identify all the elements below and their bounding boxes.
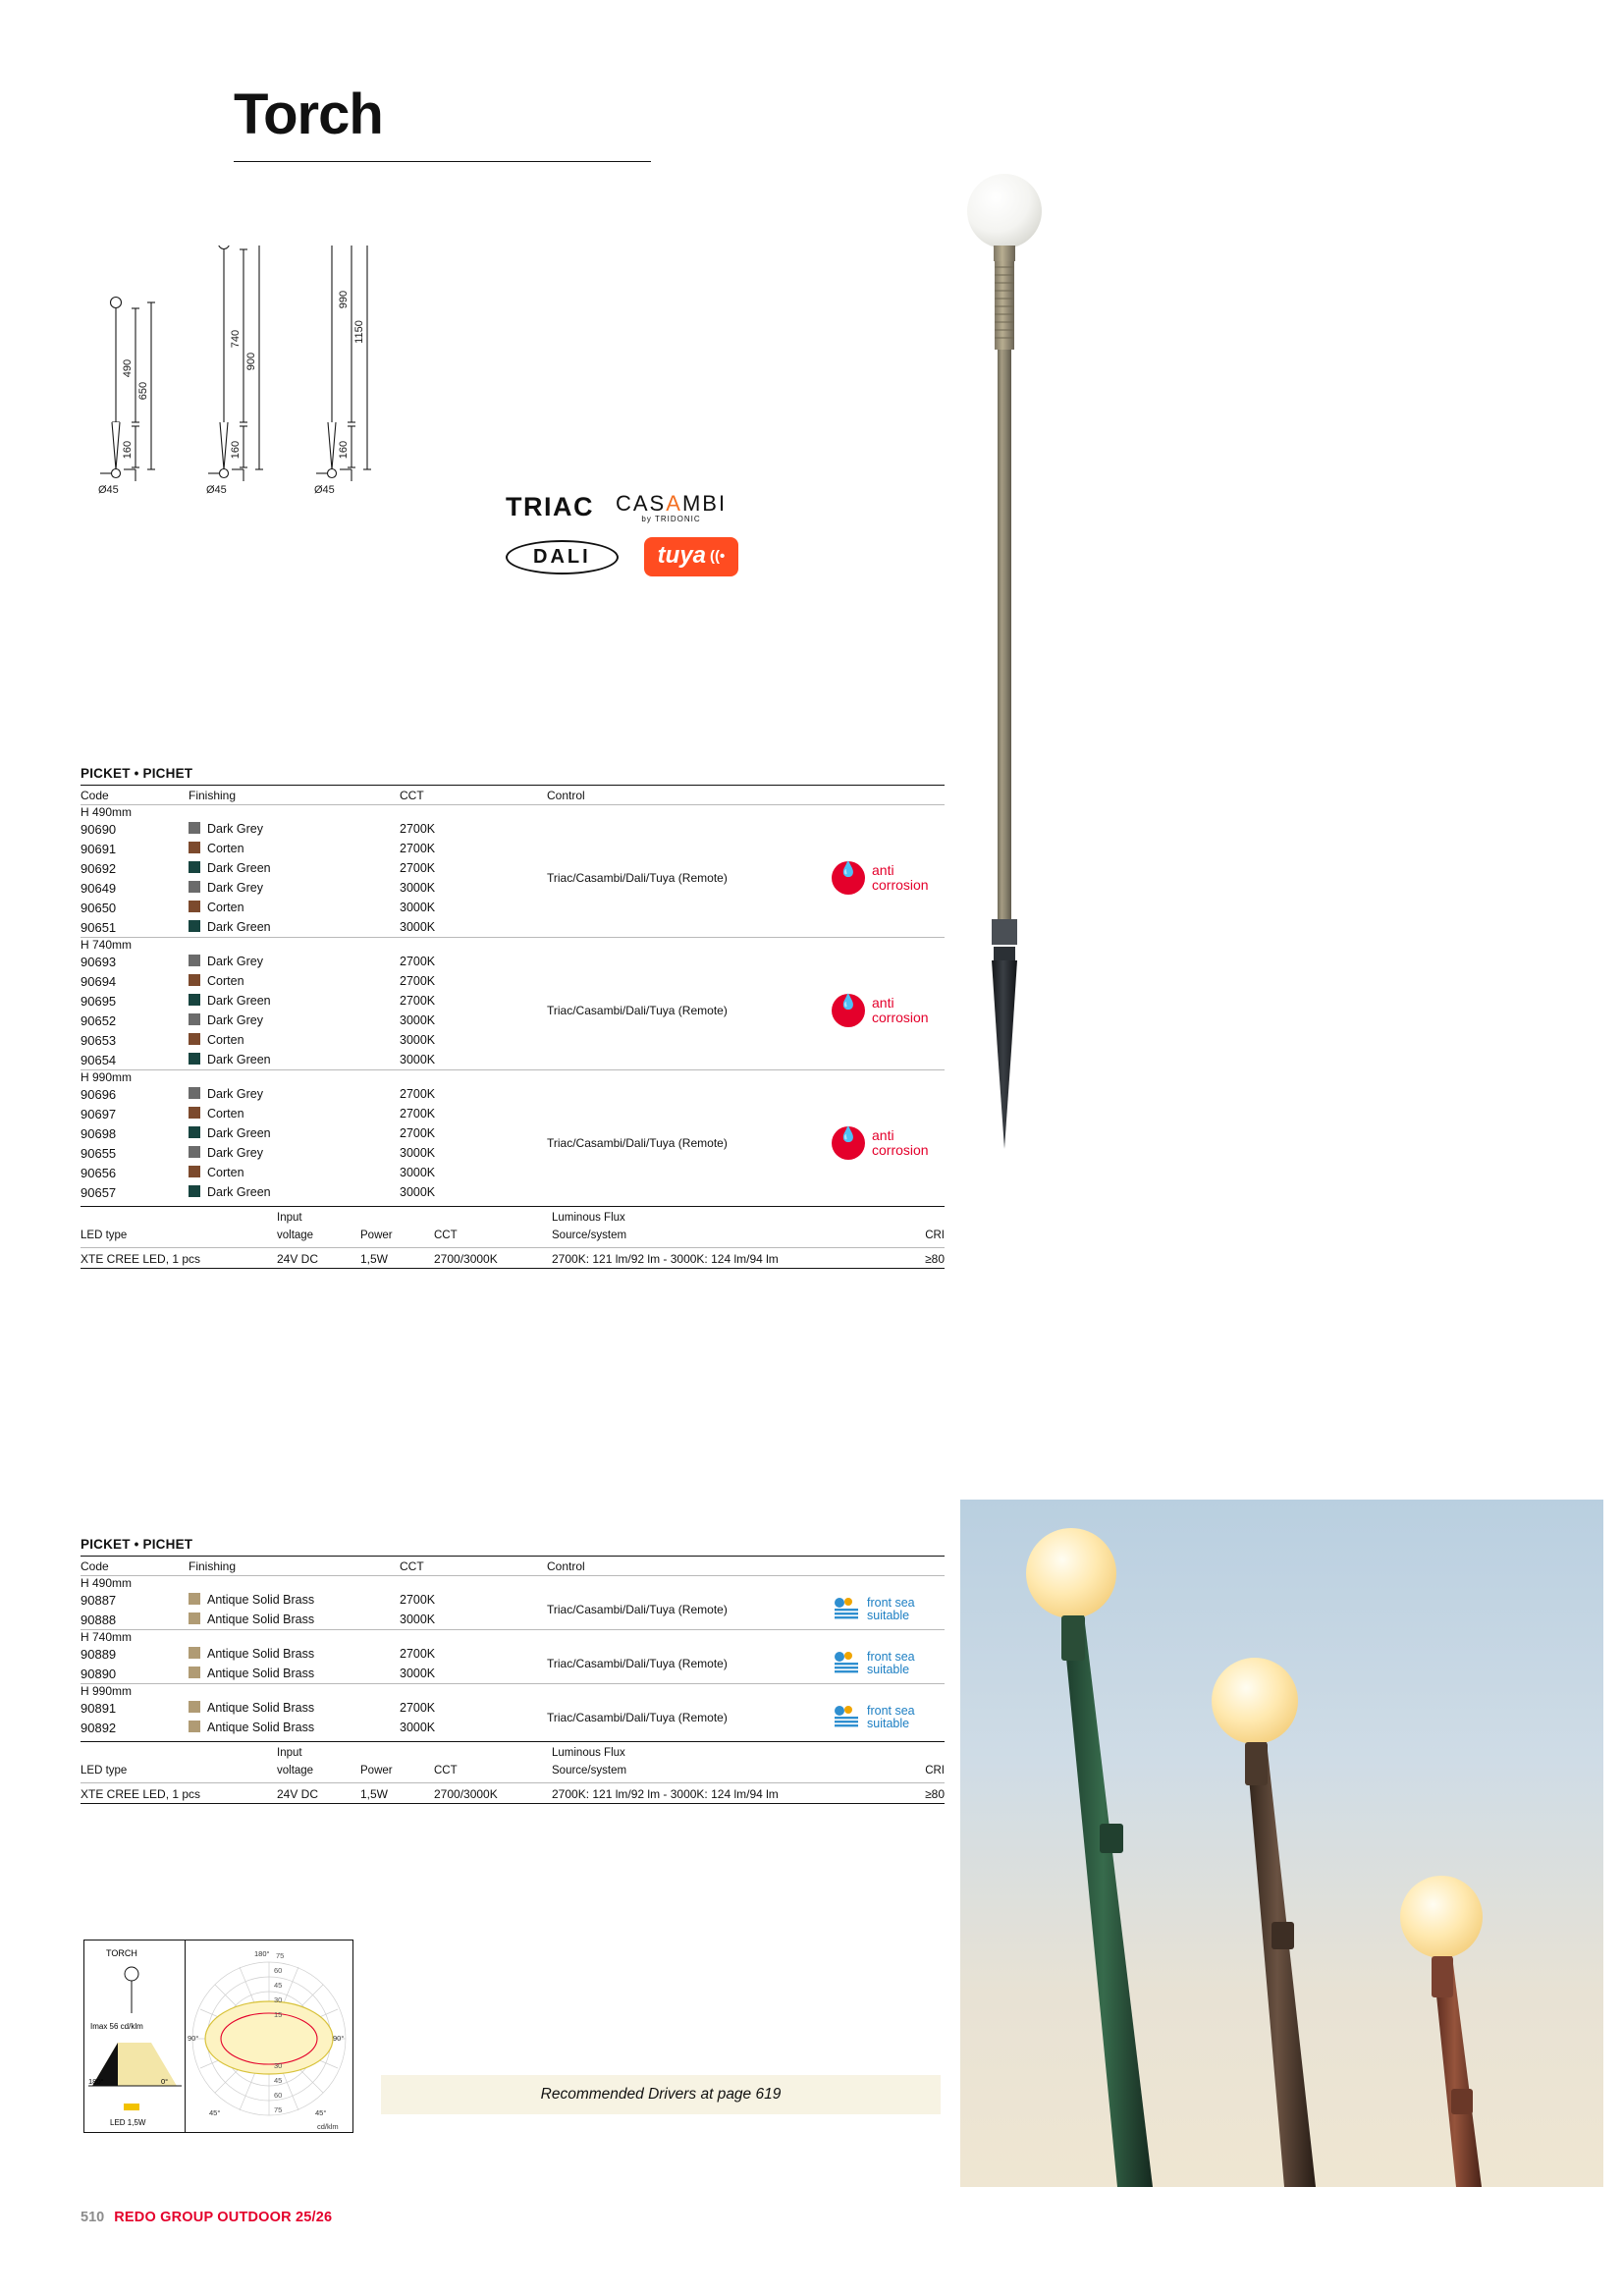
row-code: 90697 bbox=[81, 1106, 117, 1121]
th-code: Code bbox=[81, 788, 109, 802]
spec-power: 1,5W bbox=[360, 1786, 389, 1801]
polar-ring-45: 45 bbox=[274, 1981, 283, 1990]
spec-input-voltage: 24V DC bbox=[277, 1251, 319, 1266]
polar-label-unit: cd/klm bbox=[317, 2122, 339, 2131]
dim-dia-2: Ø45 bbox=[206, 484, 227, 496]
polar-label-br: 45° bbox=[315, 2108, 327, 2117]
row-cct: 3000K bbox=[400, 1667, 436, 1680]
row-code: 90892 bbox=[81, 1720, 117, 1735]
th-control: Control bbox=[547, 1558, 585, 1573]
photometry-angle-180: 180° bbox=[88, 2077, 104, 2086]
dim-spike-2: 160 bbox=[230, 440, 242, 460]
spec-cct: 2700/3000K bbox=[434, 1251, 498, 1266]
row-code: 90657 bbox=[81, 1184, 117, 1200]
row-cct: 2700K bbox=[400, 1593, 436, 1607]
polar-label-bl: 45° bbox=[209, 2108, 221, 2117]
front-sea-suitable-icon bbox=[832, 1651, 861, 1676]
row-finishing-label: Dark Grey bbox=[207, 881, 263, 895]
badge-line2: suitable bbox=[867, 1609, 910, 1622]
row-finishing-label: Dark Grey bbox=[207, 1146, 263, 1160]
color-swatch bbox=[189, 842, 200, 853]
spec-flux: 2700K: 121 lm/92 lm - 3000K: 124 lm/94 lm bbox=[552, 1251, 779, 1266]
row-code: 90696 bbox=[81, 1086, 117, 1102]
color-swatch bbox=[189, 1166, 200, 1177]
row-cct: 3000K bbox=[400, 881, 436, 895]
color-swatch bbox=[189, 881, 200, 893]
row-finishing-label: Dark Grey bbox=[207, 1013, 263, 1027]
row-cct: 2700K bbox=[400, 1647, 436, 1661]
table-b-title: PICKET • PICHET bbox=[81, 1537, 193, 1552]
photometry-diagram bbox=[83, 1940, 353, 2133]
row-code: 90651 bbox=[81, 919, 117, 935]
badge-line2: corrosion bbox=[872, 1010, 929, 1025]
dim-spike-3: 160 bbox=[338, 440, 350, 460]
row-code: 90698 bbox=[81, 1125, 117, 1141]
row-cct: 3000K bbox=[400, 1185, 436, 1199]
row-code: 90693 bbox=[81, 954, 117, 969]
table-row bbox=[81, 1698, 945, 1718]
row-cct: 3000K bbox=[400, 1613, 436, 1626]
row-code: 90889 bbox=[81, 1646, 117, 1662]
row-code: 90695 bbox=[81, 993, 117, 1009]
dim-dia-1: Ø45 bbox=[98, 484, 119, 496]
row-cct: 2700K bbox=[400, 955, 436, 968]
polar-label-left: 90° bbox=[188, 2034, 199, 2043]
photometry-polar-svg bbox=[186, 1941, 352, 2133]
row-finishing-label: Dark Green bbox=[207, 1185, 271, 1199]
dim-total-3: 1150 bbox=[353, 320, 365, 344]
color-swatch bbox=[189, 920, 200, 932]
front-sea-suitable-icon bbox=[832, 1705, 861, 1730]
polar-label-top: 180° bbox=[254, 1949, 270, 1958]
th-power: Power bbox=[360, 1230, 393, 1242]
group-label-h490-brass: H 490mm bbox=[81, 1576, 133, 1590]
row-finishing-label: Dark Grey bbox=[207, 955, 263, 968]
recommended-drivers-band[interactable] bbox=[381, 2075, 941, 2114]
row-finishing-label: Antique Solid Brass bbox=[207, 1613, 315, 1626]
row-cct: 2700K bbox=[400, 1701, 436, 1715]
row-finishing-label: Dark Grey bbox=[207, 1087, 263, 1101]
front-sea-badge bbox=[832, 1644, 945, 1683]
row-finishing-label: Dark Green bbox=[207, 861, 271, 875]
row-finishing bbox=[189, 858, 400, 878]
row-finishing bbox=[189, 1104, 400, 1123]
row-finishing-label: Corten bbox=[207, 1166, 244, 1179]
anti-corrosion-icon bbox=[832, 994, 865, 1027]
color-swatch bbox=[189, 1013, 200, 1025]
row-finishing bbox=[189, 839, 400, 858]
th-led-type: LED type bbox=[81, 1230, 128, 1242]
th-flux-2: Source/system bbox=[552, 1230, 627, 1242]
group-label-h490: H 490mm bbox=[81, 805, 133, 819]
photometry-product-name: TORCH bbox=[106, 1948, 137, 1958]
badge-line1: anti bbox=[872, 1127, 894, 1144]
photometry-side-view bbox=[84, 1941, 186, 2132]
polar-ring-60: 60 bbox=[274, 1966, 283, 1975]
badge-line1: front sea bbox=[867, 1595, 915, 1610]
color-swatch bbox=[189, 1185, 200, 1197]
th-input-voltage-2: voltage bbox=[277, 1765, 314, 1777]
picket-table-standard bbox=[81, 766, 945, 1269]
row-finishing-label: Dark Green bbox=[207, 920, 271, 934]
spec-flux: 2700K: 121 lm/92 lm - 3000K: 124 lm/94 lm bbox=[552, 1786, 779, 1801]
polar-label-right: 90° bbox=[333, 2034, 345, 2043]
row-finishing-label: Antique Solid Brass bbox=[207, 1593, 315, 1607]
row-finishing-label: Dark Grey bbox=[207, 822, 263, 836]
badge-line1: front sea bbox=[867, 1703, 915, 1718]
color-swatch bbox=[189, 1126, 200, 1138]
th-input-voltage-1: Input bbox=[277, 1747, 302, 1759]
row-code: 90650 bbox=[81, 900, 117, 915]
color-swatch bbox=[189, 1613, 200, 1624]
spec-cri: ≥80 bbox=[925, 1786, 945, 1801]
row-finishing-label: Corten bbox=[207, 901, 244, 914]
row-finishing bbox=[189, 991, 400, 1011]
color-swatch bbox=[189, 1107, 200, 1119]
row-finishing bbox=[189, 1664, 400, 1683]
polar-ring-75: 75 bbox=[276, 1951, 285, 1960]
badge-line1: anti bbox=[872, 862, 894, 879]
led-spec-table-b bbox=[81, 1744, 945, 1803]
row-finishing-label: Antique Solid Brass bbox=[207, 1721, 315, 1734]
row-finishing-label: Antique Solid Brass bbox=[207, 1667, 315, 1680]
table-a bbox=[81, 786, 945, 1202]
row-control: Triac/Casambi/Dali/Tuya (Remote) bbox=[547, 1603, 728, 1616]
badge-line2: corrosion bbox=[872, 877, 929, 893]
row-code: 90690 bbox=[81, 821, 117, 837]
badge-line1: front sea bbox=[867, 1649, 915, 1664]
svg-text:60: 60 bbox=[274, 2091, 283, 2100]
group-label-h740-brass: H 740mm bbox=[81, 1630, 133, 1644]
spec-power: 1,5W bbox=[360, 1251, 389, 1266]
row-finishing bbox=[189, 1590, 400, 1610]
group-label-h990: H 990mm bbox=[81, 1070, 133, 1084]
row-cct: 2700K bbox=[400, 1087, 436, 1101]
page-title: Torch bbox=[234, 82, 383, 146]
row-cct: 3000K bbox=[400, 1146, 436, 1160]
color-swatch bbox=[189, 1667, 200, 1678]
row-finishing bbox=[189, 1123, 400, 1143]
row-finishing bbox=[189, 1163, 400, 1182]
product-render-svg bbox=[943, 167, 1453, 1453]
color-swatch bbox=[189, 1647, 200, 1659]
color-swatch bbox=[189, 1701, 200, 1713]
th-cri: CRI bbox=[925, 1230, 945, 1242]
front-sea-badge bbox=[832, 1698, 945, 1737]
triac-logo: TRIAC bbox=[506, 492, 594, 521]
ground-spike bbox=[992, 960, 1017, 1149]
row-cct: 3000K bbox=[400, 1013, 436, 1027]
casambi-logo: CASAMBI bbox=[616, 491, 728, 516]
th-flux-2: Source/system bbox=[552, 1765, 627, 1777]
lifestyle-photo bbox=[960, 1500, 1603, 2187]
color-swatch bbox=[189, 1087, 200, 1099]
dali-logo: DALI bbox=[506, 540, 619, 574]
photometry-angle-0: 0° bbox=[161, 2077, 169, 2086]
badge-line1: anti bbox=[872, 995, 894, 1011]
row-cct: 2700K bbox=[400, 861, 436, 875]
row-cct: 3000K bbox=[400, 1053, 436, 1066]
catalog-name: REDO GROUP OUTDOOR 25/26 bbox=[114, 2210, 333, 2225]
row-finishing-label: Corten bbox=[207, 1107, 244, 1121]
row-code: 90691 bbox=[81, 841, 117, 856]
th-finishing: Finishing bbox=[189, 1558, 237, 1573]
th-cct: CCT bbox=[400, 1558, 424, 1573]
row-finishing bbox=[189, 971, 400, 991]
th-control: Control bbox=[547, 788, 585, 802]
dim-total-2: 900 bbox=[245, 352, 257, 371]
row-finishing-label: Dark Green bbox=[207, 1053, 271, 1066]
row-cct: 2700K bbox=[400, 842, 436, 855]
color-swatch bbox=[189, 994, 200, 1006]
polar-ring-15: 15 bbox=[274, 2010, 283, 2019]
wifi-icon: ((• bbox=[710, 547, 726, 565]
color-swatch bbox=[189, 901, 200, 912]
table-row bbox=[81, 952, 945, 971]
row-code: 90888 bbox=[81, 1612, 117, 1627]
th-finishing: Finishing bbox=[189, 788, 237, 802]
title-underline bbox=[234, 161, 651, 162]
row-code: 90887 bbox=[81, 1592, 117, 1608]
th-flux-1: Luminous Flux bbox=[552, 1212, 625, 1224]
color-swatch bbox=[189, 974, 200, 986]
table-row bbox=[81, 819, 945, 839]
color-swatch bbox=[189, 861, 200, 873]
row-cct: 3000K bbox=[400, 920, 436, 934]
row-cct: 2700K bbox=[400, 822, 436, 836]
color-swatch bbox=[189, 1593, 200, 1605]
row-finishing-label: Dark Green bbox=[207, 1126, 271, 1140]
product-render bbox=[943, 167, 1453, 1453]
photo-lamp-rust bbox=[1400, 1876, 1483, 2187]
table-a-header bbox=[81, 786, 945, 804]
group-label-h740: H 740mm bbox=[81, 938, 133, 952]
color-swatch bbox=[189, 1053, 200, 1065]
page-number: 510 bbox=[81, 2210, 105, 2225]
row-finishing-label: Corten bbox=[207, 974, 244, 988]
th-code: Code bbox=[81, 1558, 109, 1573]
row-finishing-label: Antique Solid Brass bbox=[207, 1701, 315, 1715]
spec-led-type: XTE CREE LED, 1 pcs bbox=[81, 1251, 201, 1266]
anti-corrosion-badge bbox=[832, 952, 945, 1069]
row-finishing bbox=[189, 1644, 400, 1664]
row-finishing bbox=[189, 917, 400, 937]
row-finishing bbox=[189, 1143, 400, 1163]
color-swatch bbox=[189, 822, 200, 834]
row-code: 90654 bbox=[81, 1052, 117, 1067]
group-label-h990-brass: H 990mm bbox=[81, 1684, 133, 1698]
svg-text:30: 30 bbox=[274, 2061, 283, 2070]
row-cct: 2700K bbox=[400, 974, 436, 988]
row-cct: 3000K bbox=[400, 1721, 436, 1734]
anti-corrosion-icon bbox=[832, 1126, 865, 1160]
row-cct: 3000K bbox=[400, 1033, 436, 1047]
dim-body-2: 740 bbox=[230, 329, 242, 349]
globe-diffuser bbox=[967, 174, 1042, 248]
anti-corrosion-icon bbox=[832, 861, 865, 895]
technical-drawings bbox=[79, 246, 550, 717]
table-row bbox=[81, 1590, 945, 1610]
th-input-voltage-1: Input bbox=[277, 1212, 302, 1224]
dim-body-1: 490 bbox=[122, 358, 134, 378]
row-finishing bbox=[189, 878, 400, 898]
row-finishing bbox=[189, 1050, 400, 1069]
table-row bbox=[81, 1644, 945, 1664]
row-finishing-label: Antique Solid Brass bbox=[207, 1647, 315, 1661]
photo-lamp-brown bbox=[1212, 1658, 1316, 2187]
color-swatch bbox=[189, 1146, 200, 1158]
th-led-type: LED type bbox=[81, 1765, 128, 1777]
svg-text:75: 75 bbox=[274, 2105, 283, 2114]
polar-curve-c0 bbox=[205, 2001, 333, 2074]
row-finishing bbox=[189, 1610, 400, 1629]
tuya-label: tuya bbox=[657, 542, 707, 569]
th-spec-cct: CCT bbox=[434, 1765, 458, 1777]
spec-input-voltage: 24V DC bbox=[277, 1786, 319, 1801]
spec-cri: ≥80 bbox=[925, 1251, 945, 1266]
recommended-drivers-text: Recommended Drivers at page 619 bbox=[540, 2086, 782, 2103]
row-code: 90656 bbox=[81, 1165, 117, 1180]
polar-ring-30: 30 bbox=[274, 1995, 283, 2004]
row-finishing bbox=[189, 1030, 400, 1050]
row-finishing-label: Dark Green bbox=[207, 994, 271, 1008]
row-cct: 3000K bbox=[400, 901, 436, 914]
row-finishing-label: Corten bbox=[207, 1033, 244, 1047]
color-swatch bbox=[189, 1721, 200, 1732]
table-b bbox=[81, 1557, 945, 1737]
badge-line2: corrosion bbox=[872, 1142, 929, 1158]
photometry-imax: Imax 56 cd/klm bbox=[90, 2022, 143, 2031]
row-control: Triac/Casambi/Dali/Tuya (Remote) bbox=[547, 1004, 728, 1017]
front-sea-suitable-icon bbox=[832, 1597, 861, 1622]
spec-cct: 2700/3000K bbox=[434, 1786, 498, 1801]
row-code: 90890 bbox=[81, 1666, 117, 1681]
front-sea-badge bbox=[832, 1590, 945, 1629]
tuya-logo bbox=[644, 537, 739, 576]
dim-body-3: 990 bbox=[338, 290, 350, 309]
row-finishing-label: Corten bbox=[207, 842, 244, 855]
row-finishing bbox=[189, 1698, 400, 1718]
row-cct: 2700K bbox=[400, 1126, 436, 1140]
th-flux-1: Luminous Flux bbox=[552, 1747, 625, 1759]
row-finishing bbox=[189, 952, 400, 971]
row-finishing bbox=[189, 1182, 400, 1202]
row-finishing bbox=[189, 898, 400, 917]
picket-table-brass bbox=[81, 1537, 945, 1804]
row-code: 90653 bbox=[81, 1032, 117, 1048]
dimension-drawings-svg bbox=[79, 246, 550, 717]
th-spec-cct: CCT bbox=[434, 1230, 458, 1242]
row-cct: 2700K bbox=[400, 994, 436, 1008]
th-power: Power bbox=[360, 1765, 393, 1777]
color-swatch bbox=[189, 1033, 200, 1045]
page-title-block bbox=[234, 82, 651, 162]
anti-corrosion-badge bbox=[832, 819, 945, 937]
table-row bbox=[81, 1084, 945, 1104]
row-code: 90692 bbox=[81, 860, 117, 876]
row-finishing bbox=[189, 1011, 400, 1030]
photometry-led: LED 1,5W bbox=[110, 2118, 146, 2127]
row-code: 90891 bbox=[81, 1700, 117, 1716]
row-code: 90649 bbox=[81, 880, 117, 896]
dim-total-1: 650 bbox=[137, 381, 149, 401]
row-code: 90655 bbox=[81, 1145, 117, 1161]
spec-led-type: XTE CREE LED, 1 pcs bbox=[81, 1786, 201, 1801]
th-cct: CCT bbox=[400, 788, 424, 802]
anti-corrosion-badge bbox=[832, 1084, 945, 1202]
led-spec-table-a bbox=[81, 1209, 945, 1268]
row-finishing bbox=[189, 1718, 400, 1737]
row-finishing bbox=[189, 1084, 400, 1104]
row-finishing bbox=[189, 819, 400, 839]
photometry-side-svg bbox=[84, 1941, 186, 2133]
photometry-polar-view bbox=[186, 1941, 352, 2132]
badge-line2: suitable bbox=[867, 1663, 910, 1676]
color-swatch bbox=[189, 955, 200, 966]
row-code: 90652 bbox=[81, 1012, 117, 1028]
th-cri: CRI bbox=[925, 1765, 945, 1777]
photo-lamp-green bbox=[1026, 1528, 1153, 2187]
table-a-title: PICKET • PICHET bbox=[81, 766, 193, 781]
dim-dia-3: Ø45 bbox=[314, 484, 335, 496]
row-cct: 2700K bbox=[400, 1107, 436, 1121]
casambi-subtitle: by TRIDONIC bbox=[641, 515, 701, 523]
compatibility-logos bbox=[506, 491, 820, 576]
th-input-voltage-2: voltage bbox=[277, 1230, 314, 1242]
badge-line2: suitable bbox=[867, 1717, 910, 1730]
row-control: Triac/Casambi/Dali/Tuya (Remote) bbox=[547, 1711, 728, 1724]
row-code: 90694 bbox=[81, 973, 117, 989]
row-control: Triac/Casambi/Dali/Tuya (Remote) bbox=[547, 1136, 728, 1150]
footer bbox=[81, 2210, 332, 2225]
row-cct: 3000K bbox=[400, 1166, 436, 1179]
photo-lamps-svg bbox=[960, 1500, 1603, 2187]
svg-text:45: 45 bbox=[274, 2076, 283, 2085]
row-control: Triac/Casambi/Dali/Tuya (Remote) bbox=[547, 871, 728, 885]
stem bbox=[998, 350, 1011, 923]
row-control: Triac/Casambi/Dali/Tuya (Remote) bbox=[547, 1657, 728, 1670]
stem-joint bbox=[992, 919, 1017, 945]
dim-spike-1: 160 bbox=[122, 440, 134, 460]
